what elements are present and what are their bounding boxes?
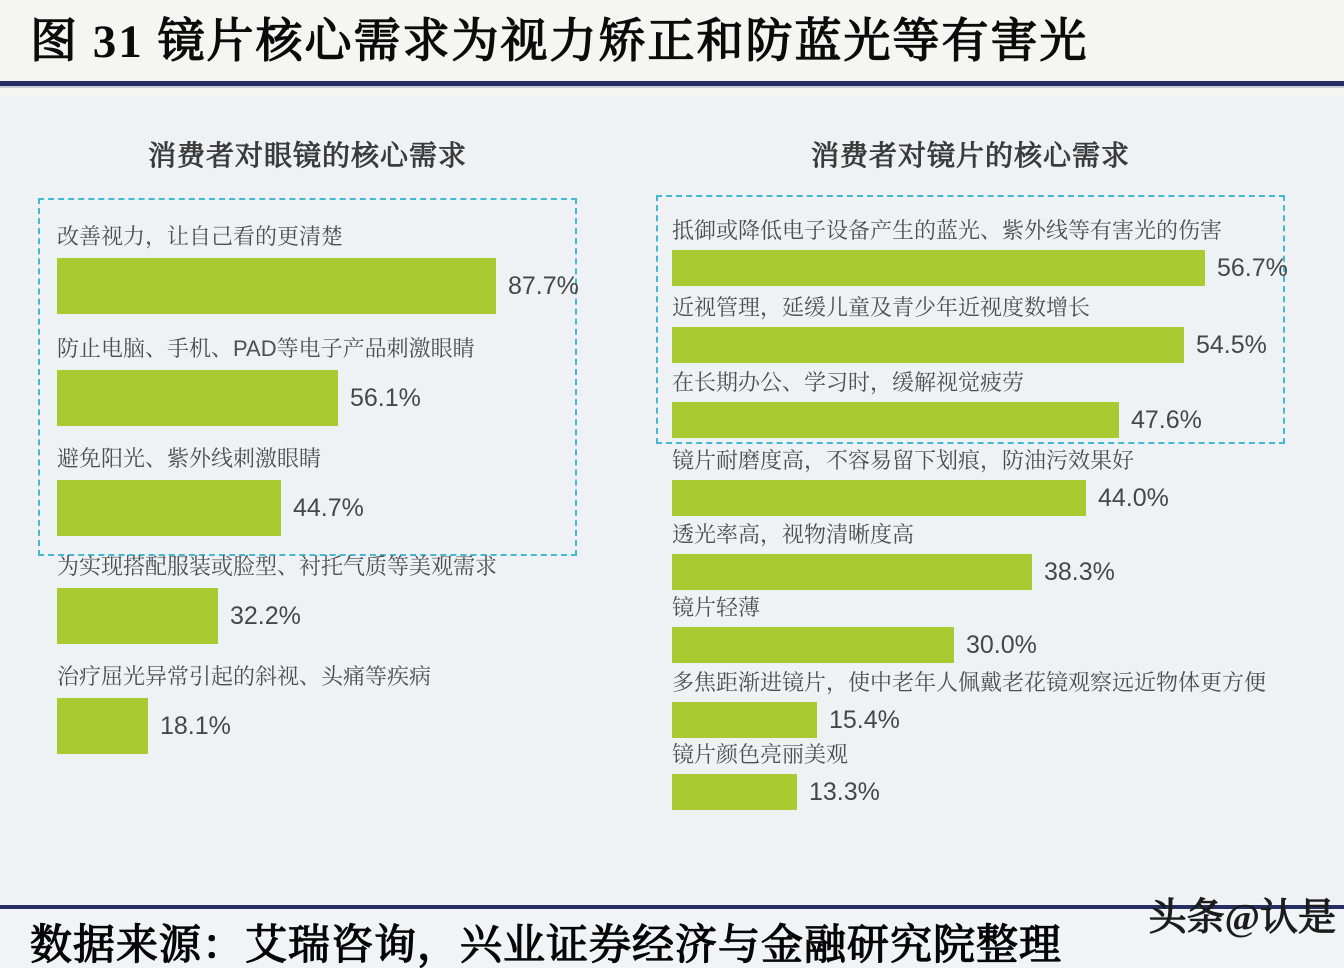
bar-line [672, 702, 1337, 738]
bar-value: 18.1% [160, 711, 231, 740]
bar-row [672, 742, 1337, 810]
bar-row [672, 218, 1337, 286]
bar-line [57, 258, 587, 314]
bar-row [672, 448, 1337, 516]
bar-label: 避免阳光、紫外线刺激眼睛 [57, 446, 322, 471]
bar-value: 56.1% [350, 383, 421, 412]
bar [57, 258, 496, 314]
bar-line [672, 774, 1337, 810]
bar-line [57, 480, 587, 536]
bar-line [672, 402, 1337, 438]
bar-label: 改善视力，让自己看的更清楚 [57, 224, 344, 249]
bar-label: 镜片耐磨度高，不容易留下划痕，防油污效果好 [672, 448, 1135, 473]
bar [57, 698, 148, 754]
bar-row [57, 554, 587, 644]
bar-value: 54.5% [1196, 330, 1267, 359]
bar-label: 多焦距渐进镜片，使中老年人佩戴老花镜观察远近物体更方便 [672, 670, 1267, 695]
bar [672, 774, 797, 810]
bar-label: 防止电脑、手机、PAD等电子产品刺激眼睛 [57, 336, 475, 361]
left-chart-title: 消费者对眼镜的核心需求 [147, 140, 467, 171]
bar-label: 镜片颜色亮丽美观 [672, 742, 849, 767]
bar-value: 32.2% [230, 601, 301, 630]
bar-line [672, 480, 1337, 516]
bar-value: 15.4% [829, 705, 900, 734]
bar-row [57, 664, 587, 754]
bar-line [57, 588, 587, 644]
bar [672, 402, 1119, 438]
bar [672, 627, 954, 663]
bar-value: 56.7% [1217, 253, 1288, 282]
bar [57, 480, 281, 536]
bar-row [672, 370, 1337, 438]
bar-row [672, 295, 1337, 363]
bar [672, 480, 1086, 516]
bar-label: 治疗屈光异常引起的斜视、头痛等疾病 [57, 664, 432, 689]
bar [672, 250, 1205, 286]
right-chart-title: 消费者对镜片的核心需求 [810, 140, 1130, 171]
bar-value: 30.0% [966, 630, 1037, 659]
bar-label: 在长期办公、学习时，缓解视觉疲劳 [672, 370, 1025, 395]
bar-row [57, 224, 587, 314]
bar-line [672, 554, 1337, 590]
bar-label: 为实现搭配服装或脸型、衬托气质等美观需求 [57, 554, 498, 579]
data-source: 数据来源：艾瑞咨询，兴业证券经济与金融研究院整理 [30, 923, 1063, 968]
bar-row [672, 595, 1337, 663]
bar-value: 38.3% [1044, 557, 1115, 586]
bar-row [57, 446, 587, 536]
bar-label: 抵御或降低电子设备产生的蓝光、紫外线等有害光的伤害 [672, 218, 1223, 243]
bar [57, 370, 338, 426]
figure-header [0, 0, 1344, 96]
bar-value: 47.6% [1131, 405, 1202, 434]
bar-row [672, 670, 1337, 738]
bar-value: 13.3% [809, 777, 880, 806]
bar-row [57, 336, 587, 426]
bar-line [672, 627, 1337, 663]
bar-value: 44.7% [293, 493, 364, 522]
bar-line [672, 327, 1337, 363]
bar-label: 近视管理，延缓儿童及青少年近视度数增长 [672, 295, 1091, 320]
bar [672, 327, 1184, 363]
bar-label: 镜片轻薄 [672, 595, 761, 620]
bar-line [57, 370, 587, 426]
bar-value: 44.0% [1098, 483, 1169, 512]
bar-label: 透光率高，视物清晰度高 [672, 522, 915, 547]
footer-divider [0, 905, 1344, 909]
charts-panel [0, 96, 1344, 902]
bar-line [672, 250, 1337, 286]
figure-footer [0, 897, 1344, 968]
bar [672, 554, 1032, 590]
bar-line [57, 698, 587, 754]
header-divider [0, 81, 1344, 88]
bar [57, 588, 218, 644]
bar-value: 87.7% [508, 271, 579, 300]
bar [672, 702, 817, 738]
bar-row [672, 522, 1337, 590]
watermark: 头条@认是 [1148, 897, 1336, 939]
figure-title: 图 31 镜片核心需求为视力矫正和防蓝光等有害光 [30, 16, 1089, 68]
